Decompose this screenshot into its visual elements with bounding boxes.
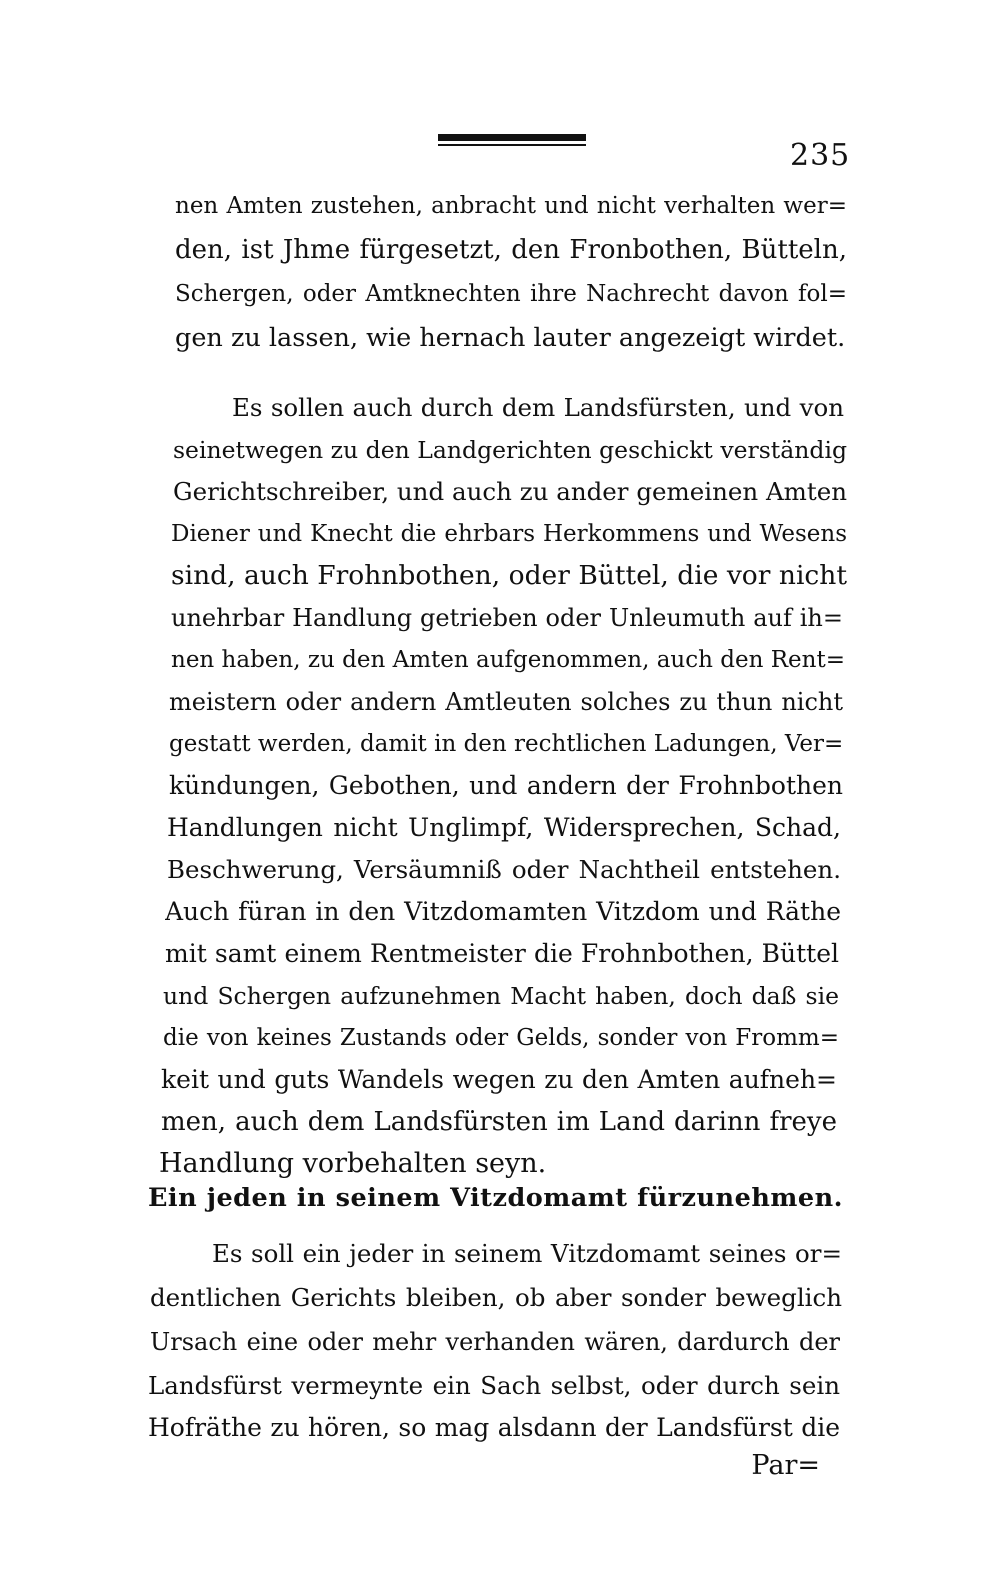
text-line: Es soll ein jeder in seinem Vitzdomamt seines or= [212,1239,842,1268]
text-line: Hofräthe zu hören, so mag alsdann der Landsfürst die [148,1413,840,1442]
text-line: mit samt einem Rentmeister die Frohnbothen, Büttel [165,939,839,968]
text-line: die von keines Zustands oder Gelds, sonder von Fromm= [163,1025,839,1051]
text-line: kündungen, Gebothen, und andern der Frohnbothen [169,771,843,800]
text-line: meistern oder andern Amtleuten solches zu thun nicht [169,688,843,716]
text-line: Schergen, oder Amtknechten ihre Nachrecht davon fol= [175,281,847,307]
section-heading: Ein jeden in seinem Vitzdomamt fürzunehmen. [148,1183,843,1213]
text-line: men, auch dem Landsfürsten im Land darinn freye [161,1107,837,1137]
text-line: Diener und Knecht die ehrbars Herkommens und Wesens [171,521,847,547]
text-line: Landsfürst vermeynte ein Sach selbst, oder durch sein [148,1371,840,1400]
text-line: Auch füran in den Vitzdomamten Vitzdom und Räthe [165,897,841,926]
header-ornament-rule [438,134,586,146]
text-line: nen haben, zu den Amten aufgenommen, auch den Rent= [171,647,845,673]
text-line: Ursach eine oder mehr verhanden wären, dardurch der [150,1328,840,1356]
text-line: seinetwegen zu den Landgerichten geschickt verständig [173,436,847,464]
text-line: den, ist Jhme fürgesetzt, den Fronbothen, Bütteln, [175,235,847,265]
text-line: Es sollen auch durch dem Landsfürsten, und von [232,393,844,422]
text-line: Handlungen nicht Unglimpf, Widersprechen, Schad, [167,813,841,842]
text-line: dentlichen Gerichts bleiben, ob aber sonder beweglich [150,1283,842,1312]
text-line: gestatt werden, damit in den rechtlichen Ladungen, Ver= [169,731,843,757]
text-line: nen Amten zustehen, anbracht und nicht verhalten wer= [175,193,847,219]
text-line: unehrbar Handlung getrieben oder Unleumuth auf ih= [171,604,843,632]
page-number: 235 [790,138,851,173]
text-line: Beschwerung, Versäumniß oder Nachtheil entstehen. [167,855,841,884]
text-line: Handlung vorbehalten seyn. [159,1148,547,1179]
text-line: und Schergen aufzunehmen Macht haben, doch daß sie [163,982,839,1010]
text-line: gen zu lassen, wie hernach lauter angezeigt wirdet. [175,323,846,353]
text-line: keit und guts Wandels wegen zu den Amten aufneh= [161,1065,837,1094]
catchword: Par= [751,1450,820,1481]
text-line: sind, auch Frohnbothen, oder Büttel, die vor nicht [171,560,847,591]
header-rule-thin [438,144,586,146]
text-line: Gerichtschreiber, und auch zu ander gemeinen Amten [173,477,847,506]
header-rule-thick [438,134,586,141]
